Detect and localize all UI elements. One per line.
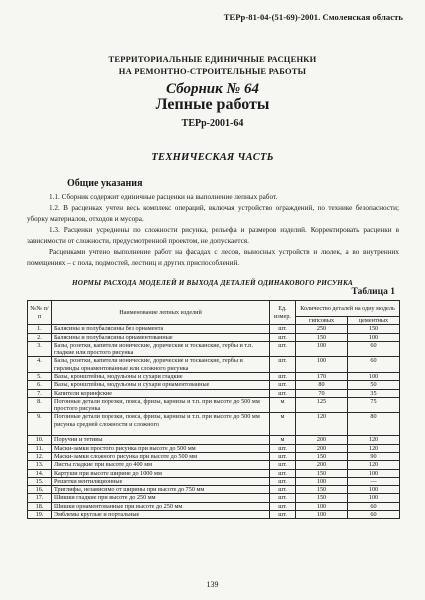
gypsum-count: 150 — [296, 486, 348, 494]
table-row — [28, 341, 400, 357]
gypsum-count: 200 — [296, 444, 348, 452]
item-name: Шишки орнаментованные при высоте до 250 мм — [52, 502, 270, 510]
cement-count: 80 — [348, 413, 400, 436]
item-name: Балясины и полубалясины без орнамента — [52, 325, 270, 333]
column-header-name: Наименование лепных изделий — [52, 301, 270, 325]
item-unit: м — [270, 397, 296, 413]
item-name: Капители коринфские — [52, 389, 270, 397]
gypsum-count: 100 — [296, 502, 348, 510]
table-label: Таблица 1 — [351, 287, 395, 297]
table-row — [28, 381, 400, 389]
cement-count: 60 — [348, 341, 400, 357]
item-unit: шт. — [270, 461, 296, 469]
column-header-number: №№ п/п — [28, 301, 52, 325]
norms-heading: НОРМЫ РАСХОДА МОДЕЛЕЙ И ВЫХОДА ДЕТАЛЕЙ ОДИНАКОВОГО РИСУНКА — [71, 279, 354, 287]
cement-count: 90 — [348, 452, 400, 460]
item-unit: шт. — [270, 372, 296, 380]
row-number: 9. — [28, 413, 52, 436]
item-name: Маски-замки простого рисунка при высоте до 500 мм — [52, 444, 270, 452]
cement-count: 60 — [348, 357, 400, 373]
item-name: Шишки гладкие при высоте до 250 мм — [52, 494, 270, 502]
table-row — [28, 477, 400, 485]
document-code: ТЕРр-2001-64 — [181, 118, 244, 129]
table-row — [28, 502, 400, 510]
item-unit: м — [270, 436, 296, 444]
gypsum-count: 120 — [296, 413, 348, 436]
item-name: Базы, розетки, капители ионические, дорические и тосканские, гербы и т.п. гладкие или простого рисунка — [52, 341, 270, 357]
item-unit: шт. — [270, 357, 296, 373]
cement-count: 35 — [348, 389, 400, 397]
page-number: 139 — [206, 580, 219, 589]
cement-count: 75 — [348, 397, 400, 413]
gypsum-count: 150 — [296, 452, 348, 460]
item-unit: шт. — [270, 452, 296, 460]
cement-count: 100 — [348, 486, 400, 494]
item-unit: шт. — [270, 381, 296, 389]
cement-count: 100 — [348, 372, 400, 380]
gypsum-count: 150 — [296, 333, 348, 341]
row-number: 7. — [28, 389, 52, 397]
row-number: 3. — [28, 341, 52, 357]
item-unit: м — [270, 413, 296, 436]
table-row — [28, 325, 400, 333]
running-header: ТЕРр-81-04-(51-69)-2001. Смоленская область — [223, 12, 403, 22]
item-name: Погонные детали порезки, пояса, фризы, карнизы и т.п. при высоте до 500 мм простого рисунка — [52, 397, 270, 413]
table-row — [28, 333, 400, 341]
row-number: 5. — [28, 372, 52, 380]
item-unit: шт. — [270, 341, 296, 357]
column-header-quantity: Количество деталей на одну модель — [296, 301, 400, 317]
item-unit: шт. — [270, 325, 296, 333]
table-row — [28, 436, 400, 444]
collection-title: Сборник № 64 — [166, 81, 259, 97]
item-name: Вазы, кронштейны, модульоны и сухари орнаментованные — [52, 381, 270, 389]
gypsum-count: 100 — [296, 511, 348, 519]
table-row — [28, 452, 400, 460]
row-number: 17. — [28, 494, 52, 502]
gypsum-count: 80 — [296, 381, 348, 389]
table-row — [28, 511, 400, 519]
table-row — [28, 372, 400, 380]
item-unit: шт. — [270, 502, 296, 510]
item-name: Решетки вентиляционные — [52, 477, 270, 485]
item-name: Листы гладкие при высоте до 400 мм — [52, 461, 270, 469]
row-number: 6. — [28, 381, 52, 389]
row-number: 16. — [28, 486, 52, 494]
cement-count: — — [348, 477, 400, 485]
cement-count: 100 — [348, 333, 400, 341]
item-name: Вазы, кронштейны, модульоны и сухари гладкие — [52, 372, 270, 380]
row-number: 11. — [28, 444, 52, 452]
row-number: 13. — [28, 461, 52, 469]
table-row — [28, 444, 400, 452]
column-header-cement: цементных — [348, 317, 400, 325]
subsection-heading: Общие указания — [67, 178, 143, 189]
gypsum-count: 200 — [296, 436, 348, 444]
item-unit: шт. — [270, 494, 296, 502]
item-name: Поручни и тетивы — [52, 436, 270, 444]
table-row — [28, 397, 400, 413]
gypsum-count: 100 — [296, 341, 348, 357]
table-row — [28, 494, 400, 502]
paragraph: Расценками учтено выполнение работ на фасадах с лесов, выносных устройств и люлек, а во внутренних помещениях – с пола, подмостей, лестниц и других приспособлений. — [27, 248, 399, 268]
row-number: 8. — [28, 397, 52, 413]
gypsum-count: 150 — [296, 469, 348, 477]
row-number: 15. — [28, 477, 52, 485]
item-unit: шт. — [270, 477, 296, 485]
gypsum-count: 70 — [296, 389, 348, 397]
item-unit: шт. — [270, 389, 296, 397]
org-title-line-2: НА РЕМОНТНО-СТРОИТЕЛЬНЫЕ РАБОТЫ — [118, 66, 307, 76]
item-unit: шт. — [270, 486, 296, 494]
cement-count: 60 — [348, 511, 400, 519]
document-title: Лепные работы — [155, 96, 270, 113]
item-name: Маски-замки сложного рисунка при высоте до 500 мм — [52, 452, 270, 460]
item-name: Эмблемы круглые и портальные — [52, 511, 270, 519]
table-row — [28, 357, 400, 373]
item-name: Базы, розетки, капители ионические, дорические и тосканские, гербы и гирлянды орнаментованные или сложного рисунка — [52, 357, 270, 373]
gypsum-count: 250 — [296, 325, 348, 333]
row-number: 14. — [28, 469, 52, 477]
cement-count: 100 — [348, 469, 400, 477]
norms-table — [27, 300, 400, 519]
table-row — [28, 486, 400, 494]
row-number: 19. — [28, 511, 52, 519]
item-unit: шт. — [270, 469, 296, 477]
gypsum-count: 170 — [296, 372, 348, 380]
cement-count: 120 — [348, 436, 400, 444]
row-number: 1. — [28, 325, 52, 333]
gypsum-count: 100 — [296, 477, 348, 485]
section-heading: ТЕХНИЧЕСКАЯ ЧАСТЬ — [151, 152, 274, 163]
row-number: 4. — [28, 357, 52, 373]
column-header-unit: Ед. измер. — [270, 301, 296, 325]
table-row — [28, 469, 400, 477]
cement-count: 120 — [348, 444, 400, 452]
item-name: Триглифы, независимо от ширины при высоте до 750 мм — [52, 486, 270, 494]
gypsum-count: 100 — [296, 357, 348, 373]
item-unit: шт. — [270, 444, 296, 452]
table-row — [28, 389, 400, 397]
item-unit: шт. — [270, 333, 296, 341]
org-title-line-1: ТЕРРИТОРИАЛЬНЫЕ ЕДИНИЧНЫЕ РАСЦЕНКИ — [108, 54, 317, 64]
row-number: 12. — [28, 452, 52, 460]
cement-count: 150 — [348, 325, 400, 333]
column-header-gypsum: гипсовых — [296, 317, 348, 325]
paragraph: 1.3. Расценки усреднены по сложности рисунка, рельефа и размеров изделий. Корректировать расценки в зависимости от сложности, предусмотренной проектом, не допускается. — [27, 226, 399, 246]
cement-count: 60 — [348, 502, 400, 510]
table-row — [28, 413, 400, 436]
row-number: 10. — [28, 436, 52, 444]
row-number: 18. — [28, 502, 52, 510]
item-unit: шт. — [270, 511, 296, 519]
item-name: Картуши при высоте ширине до 1000 мм — [52, 469, 270, 477]
table-row — [28, 461, 400, 469]
item-name: Балясины и полубалясины орнаментованные — [52, 333, 270, 341]
cement-count: 100 — [348, 494, 400, 502]
row-number: 2. — [28, 333, 52, 341]
paragraph: 1.1. Сборник содержит единичные расценки на выполнение лепных работ. — [49, 193, 278, 201]
gypsum-count: 200 — [296, 461, 348, 469]
gypsum-count: 150 — [296, 494, 348, 502]
gypsum-count: 125 — [296, 397, 348, 413]
cement-count: 50 — [348, 381, 400, 389]
paragraph: 1.2. В расценках учтен весь комплекс операций, включая устройство ограждений, по технике безопасности; уборку материалов, отходов и мусора. — [27, 204, 399, 224]
cement-count: 120 — [348, 461, 400, 469]
item-name: Погонные детали порезки, пояса, фризы, карнизы и т.п. при высоте до 500 мм рисунка средней сложности и сложного — [52, 413, 270, 436]
